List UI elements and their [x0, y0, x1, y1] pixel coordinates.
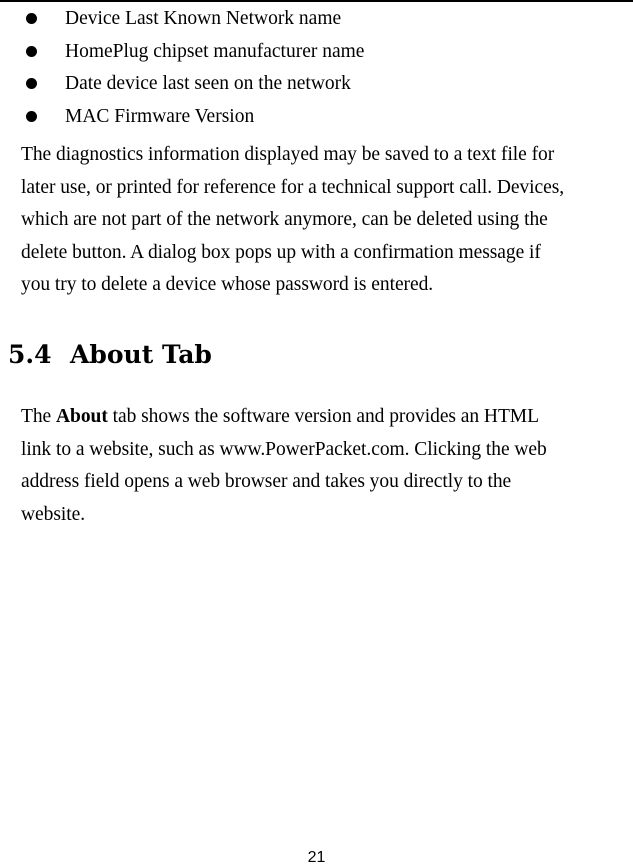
list-item [0, 39, 633, 72]
paragraph-line [21, 401, 633, 434]
section-number: 5.4 [8, 340, 52, 369]
bullet-dot-icon [26, 46, 37, 57]
list-item [0, 6, 633, 39]
about-tab-paragraph [21, 401, 633, 531]
list-item-text: MAC Firmware Version [65, 106, 255, 128]
bullet-dot-icon [26, 78, 37, 89]
list-item [0, 104, 633, 137]
top-rule [0, 0, 633, 2]
diagnostics-paragraph [21, 139, 633, 302]
list-item-text: Date device last seen on the network [65, 73, 351, 95]
bullet-dot-icon [26, 13, 37, 24]
paragraph-text: The [21, 406, 56, 427]
paragraph-line: website. [21, 503, 86, 525]
paragraph-line: delete button. A dialog box pops up with a confirmation message if [21, 241, 541, 263]
paragraph-line: you try to delete a device whose password is entered. [21, 274, 434, 296]
section-title: About Tab [70, 340, 212, 369]
paragraph-line: The diagnostics information displayed may be saved to a text file for [21, 144, 555, 165]
section-heading [8, 337, 212, 373]
paragraph-line: link to a website, such as www.PowerPacket.com. Clicking the web [21, 438, 547, 460]
paragraph-line: later use, or printed for reference for a technical support call. Devices, [21, 176, 565, 198]
paragraph-line: which are not part of the network anymore, can be deleted using the [21, 209, 548, 231]
paragraph-text: tab shows the software version and provides an HTML [107, 406, 539, 427]
list-item-text: HomePlug chipset manufacturer name [65, 40, 365, 62]
list-item [0, 71, 633, 104]
about-keyword: About [56, 406, 108, 427]
page-number: 21 [307, 849, 326, 866]
bullet-list [0, 6, 633, 137]
bullet-dot-icon [26, 111, 37, 122]
paragraph-line: address field opens a web browser and takes you directly to the [21, 471, 512, 493]
list-item-text: Device Last Known Network name [65, 8, 342, 29]
